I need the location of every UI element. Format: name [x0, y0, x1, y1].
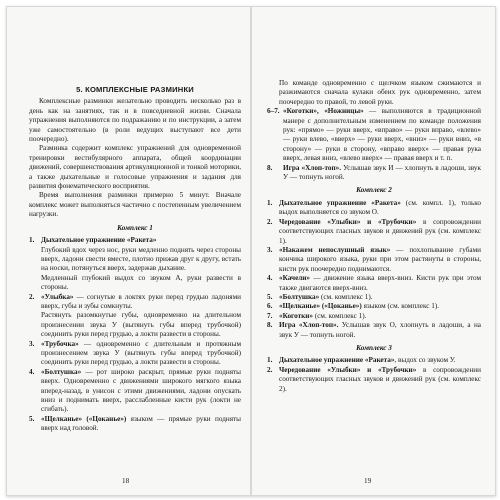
- item-text: — рот широко раскрыт, прямые руки подняты вверх. Одновременно с движениями широкого мягкого языка вперед-назад, в унисон с этими движениями, ладони опускать вниз и поднимать вверх, расслабленные кисти рук (локти не сгибать).: [41, 367, 241, 414]
- item-1-sub-2: Медленный глубокий выдох со звуком А, руки развести в стороны.: [41, 273, 241, 292]
- complex-2-item-5: [267, 293, 481, 302]
- item-number: 2.: [267, 365, 273, 374]
- item-number: 4.: [29, 367, 35, 376]
- book-spread: [6, 6, 496, 496]
- item-text: — согнутые в локтях руки перед грудью ладонями вверх, губы и зубы сомкнуты.: [41, 292, 241, 310]
- item-number: 4.: [267, 274, 273, 283]
- item-name: «Коготки», «Ножницы»: [283, 107, 364, 116]
- item-name: Дыхательное упражнение «Ракета»: [279, 356, 395, 365]
- exercise-item-1: [29, 236, 241, 245]
- item-text: , выдох со звуком У.: [394, 356, 456, 365]
- item-name: «Щелканье» («Цоканье»): [279, 302, 362, 311]
- right-page: [251, 7, 495, 495]
- left-page: [7, 7, 251, 495]
- intro-paragraph-2: Разминка содержит комплекс упражнений для одновременной тренировки вестибулярного аппарата, общей координации движений, совершенствования артикуляционной и тонкой моторики, а также дыхательные и голосовые упражнения и задания для развития фонематического восприятия.: [29, 144, 241, 191]
- item-name: Дыхательное упражнение «Ракета»: [41, 236, 157, 245]
- item-text: — одновременно с длительным и протяжным произнесением звука У (вытянуть губы вперед трубочкой) соединить руки перед грудью, а локти развести в стороны.: [41, 339, 241, 367]
- item-name: «Трубочка»: [41, 339, 79, 348]
- item-name: «Болтушка»: [279, 292, 320, 301]
- continued-text: По команде одновременно с щелчком языком сжимаются и разжимаются сначала кулаки обеих рук одновременно, затем поочередно то правой, то левой руки.: [279, 79, 481, 106]
- intro-paragraph-3: Время выполнения разминки примерно 5 минут. Вначале комплекс может выполняться частично с постепенным увеличением нагрузки.: [29, 191, 241, 219]
- item-name: «Накажем непослушный язык»: [279, 245, 391, 254]
- item-text: — движение языка вверх-вниз. Кисти рук при этом также двигаются вверх-вниз.: [279, 274, 481, 292]
- item-name: Игра «Хлоп-топ».: [283, 163, 342, 172]
- item-text: (см. компл. 1), только выдох выполняется со звуком О.: [279, 198, 481, 217]
- item-text: в сопровождении соответствующих гласных звуков и движений рук (см. комплекс 2).: [279, 365, 481, 393]
- exercise-item-2: [29, 293, 241, 312]
- page-number-right: 19: [364, 477, 372, 485]
- item-text: (см. комплекс 1).: [313, 311, 367, 320]
- item-text: (см. комплекс 1).: [319, 292, 373, 301]
- item-text: языком (см. комплекс 1).: [361, 302, 440, 311]
- item-number: 1.: [29, 236, 35, 245]
- complex-3-item-2: [267, 366, 481, 394]
- complex-2-title: Комплекс 2: [356, 186, 392, 195]
- complex-2-item-1: [267, 199, 481, 218]
- complex-2-item-8: [267, 321, 481, 340]
- exercise-item-3: [29, 340, 241, 368]
- item-name: Чередование «Улыбки» и «Трубочки»: [279, 365, 417, 374]
- item-text: в сопровождении соответствующих гласных звуков и движений рук (см. комплекс 1).: [279, 217, 481, 245]
- item-name: Дыхательное упражнение «Ракета»: [279, 198, 401, 207]
- item-number: 5.: [29, 414, 35, 423]
- item-text: — выполняются в традиционной манере с дополнительным изменением по команде положения рук: «прямо» — руки вверх, «вправо» — руки вправо, «влево» — руки влево, «вверх» — руки вверх, «вниз» — руки вниз, «в сторону» — руки в сторону, «вправо вверх» — правая рука вверх, левая вниз, «влево вверх» — правая вверх и т. п.: [283, 107, 481, 163]
- complex-1-title: Комплекс 1: [117, 223, 153, 232]
- item-number: 1.: [267, 356, 273, 365]
- item-name: «Коготки»: [279, 311, 314, 320]
- item-number: 1.: [267, 198, 273, 207]
- item-name: «Щелканье» («Цоканье»): [41, 414, 127, 423]
- item-number: 3.: [267, 245, 273, 254]
- item-text: языком — прямые руки подняты вверх над головой.: [41, 414, 241, 433]
- item-number: 8.: [267, 163, 273, 172]
- page-number-left: 18: [122, 477, 130, 485]
- item-name: «Улыбка»: [41, 292, 74, 301]
- item-name: «Качели»: [279, 274, 311, 283]
- item-text: Услышав звук И — хлопнуть в ладоши, звук У — топнуть ногой.: [283, 163, 481, 182]
- section-title: 5. КОМПЛЕКСНЫЕ РАЗМИНКИ: [76, 85, 194, 94]
- exercise-item-5: [29, 415, 241, 434]
- left-page-content: [29, 85, 241, 473]
- exercise-item-8: [267, 164, 481, 183]
- item-text: — похлопывание губами кончика широкого языка, руки при этом растянуты в стороны, кисти рук поочередно поднимаются.: [279, 245, 481, 273]
- complex-2-item-2: [267, 218, 481, 246]
- item-number: 2.: [29, 292, 35, 301]
- item-number: 3.: [29, 339, 35, 348]
- right-page-content: [267, 79, 481, 473]
- item-number: 6–7.: [267, 107, 280, 116]
- complex-2-item-4: [267, 274, 481, 293]
- complex-2-item-7: [267, 312, 481, 321]
- item-number: 5.: [267, 292, 273, 301]
- exercise-item-4: [29, 368, 241, 415]
- item-name: Игра «Хлоп-топ».: [279, 321, 339, 330]
- item-2-sub-1: Растянуть разомкнутые губы, одновременно на длительном произнесении звука У (вытянуть губы вперед трубочкой) соединить руки перед грудью, а локти развести в стороны.: [41, 311, 241, 339]
- item-number: 2.: [267, 217, 273, 226]
- item-name: «Болтушка»: [41, 367, 82, 376]
- item-1-sub-1: Глубокий вдох через нос, руки медленно поднять через стороны вверх, ладони свести вместе, плотно прижав друг к другу, встать на носки, потянуться вверх, задержав дыхание.: [41, 245, 241, 273]
- complex-2-item-6: [267, 302, 481, 311]
- item-text: Услышав звук О, хлопнуть в ладоши, а на звук У — топнуть ногой.: [279, 321, 481, 339]
- complex-3-title: Комплекс 3: [356, 343, 392, 352]
- item-number: 6.: [267, 302, 273, 311]
- item-name: Чередование «Улыбки» и «Трубочки»: [279, 217, 417, 226]
- item-number: 8.: [267, 321, 273, 330]
- complex-3-item-1: [267, 356, 481, 365]
- exercise-item-6-7: [267, 107, 481, 163]
- item-number: 7.: [267, 311, 273, 320]
- intro-paragraph-1: Комплексные разминки желательно проводить несколько раз в день как на занятиях, так и в повседневной жизни. Сначала упражнения выполняются по подражанию и по инструкции, а затем уже самостоятельно (в роли ведущих выступают все дети поочередно).: [29, 97, 241, 144]
- complex-2-item-3: [267, 246, 481, 274]
